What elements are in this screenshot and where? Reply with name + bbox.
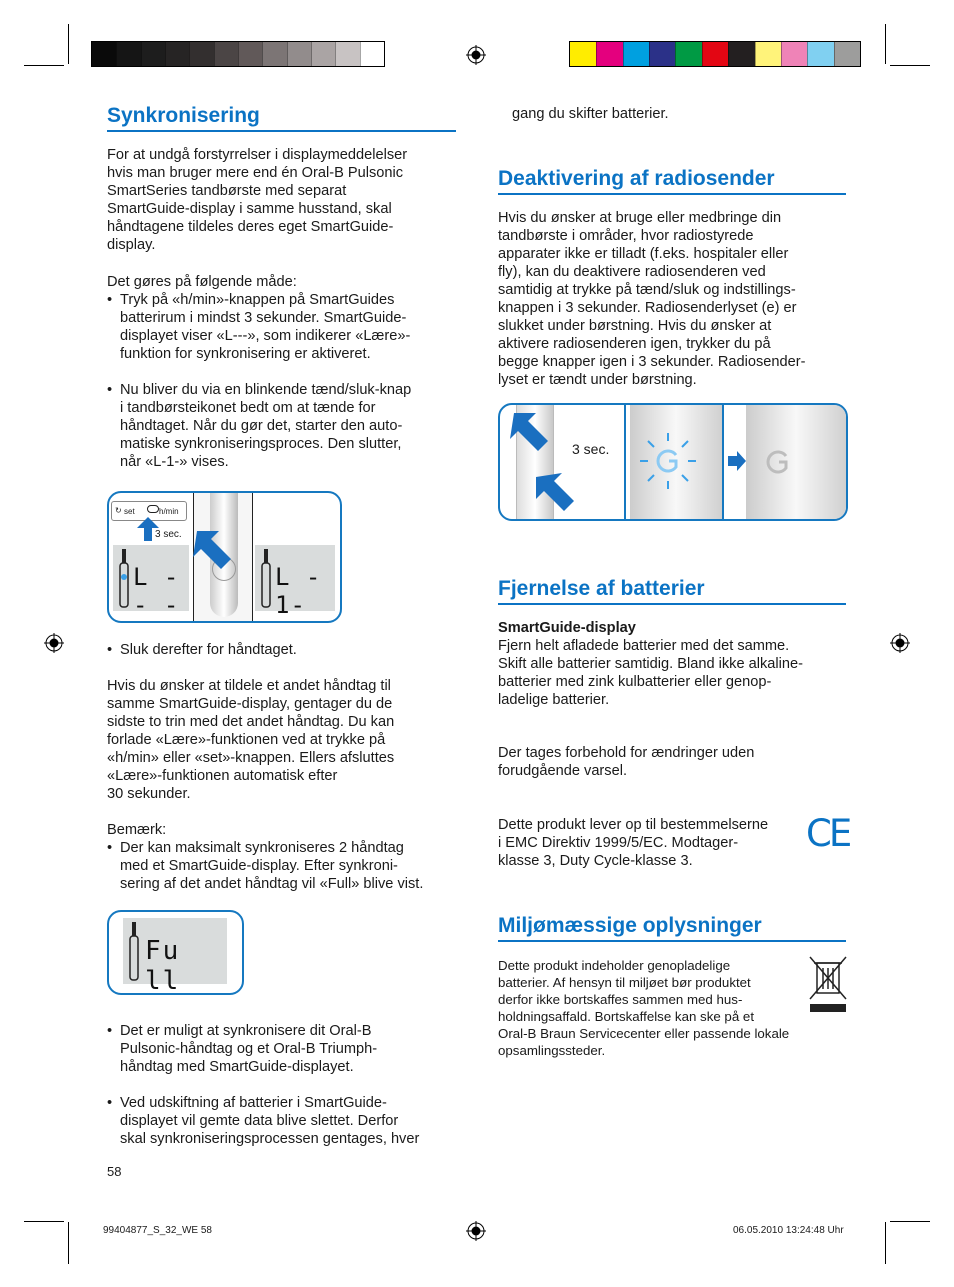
color-calibration-bar	[569, 41, 861, 67]
button-outline-icon	[147, 505, 159, 513]
crop-mark	[68, 1222, 69, 1264]
steps-intro: Det gøres på følgende måde:	[107, 274, 297, 290]
crop-mark	[24, 1221, 64, 1222]
color-swatch	[596, 42, 623, 66]
paragraph-environment	[498, 957, 838, 1059]
color-swatch	[189, 42, 214, 66]
text-line: «h/min» eller «set»-knappen. Ellers afsluttes	[107, 750, 395, 766]
print-timestamp: 06.05.2010 13:24:48 Uhr	[733, 1225, 844, 1236]
lcd-readout: L - - -	[133, 563, 180, 619]
heading-fjernelse: Fjernelse af batterier	[498, 577, 846, 605]
press-arrow-icon	[193, 531, 231, 571]
color-swatch	[623, 42, 650, 66]
list-item	[107, 1094, 459, 1148]
press-arrow-icon	[510, 413, 548, 453]
figure-full-display	[107, 910, 244, 995]
bullet-triumph	[107, 1022, 459, 1076]
text-line: Oral-B Braun Servicecenter eller passende lokale	[498, 1026, 790, 1041]
text-line: klasse 3, Duty Cycle-klasse 3.	[498, 853, 693, 869]
text-line: display.	[107, 237, 156, 253]
text-line: begge knapper igen i 3 sekunder. Radiosender-	[498, 354, 806, 370]
text-line: «Lære»-funktionen automatisk efter	[107, 768, 338, 784]
heading-synkronisering: Synkronisering	[107, 104, 456, 132]
text-line: Dette produkt lever op til bestemmelserne	[498, 817, 769, 833]
text-line: Skift alle batterier samtidig. Bland ikke alkaline-	[498, 656, 803, 672]
text-line: fly), kan du deaktivere radiosenderen ved	[498, 264, 766, 280]
color-swatch	[92, 42, 117, 66]
text-line: med et SmartGuide-display. Efter synkroni-	[120, 858, 398, 874]
crop-mark	[885, 24, 886, 64]
text-line: når «L-1-» vises.	[120, 454, 229, 470]
color-swatch	[834, 42, 861, 66]
grayscale-calibration-bar	[91, 41, 385, 67]
color-swatch	[287, 42, 312, 66]
text-line: samtidig at trykke på tænd/sluk og indstillings-	[498, 282, 796, 298]
bullet-batteries	[107, 1094, 459, 1148]
lcd-display	[113, 545, 189, 619]
text-line: • Nu bliver du via en blinkende tænd/sluk-knap	[120, 382, 412, 398]
toothbrush-icon	[117, 549, 131, 609]
set-button-label: set	[124, 507, 135, 516]
toothbrush-icon	[259, 549, 273, 609]
text-line: SmartGuide-display i samme husstand, skal	[107, 201, 392, 217]
toothbrush-icon	[127, 922, 141, 982]
color-swatch	[360, 42, 385, 66]
note-label: Bemærk:	[107, 822, 167, 838]
text-line: batterier. Af hensyn til miljøet bør produktet	[498, 975, 751, 990]
heading-miljo: Miljømæssige oplysninger	[498, 914, 846, 942]
color-swatch	[214, 42, 239, 66]
paragraph-disclaimer	[498, 744, 848, 780]
text-line: For at undgå forstyrrelser i displaymeddelelser	[107, 147, 408, 163]
color-swatch	[649, 42, 676, 66]
paragraph-emc	[498, 816, 798, 870]
text-line: funktion for synkronisering er aktiveret.	[120, 346, 371, 362]
registration-mark-icon	[466, 45, 486, 65]
text-line: samme SmartGuide-display, gentager du de	[107, 696, 393, 712]
text-line: batterirum i mindst 3 sekunder. SmartGuide-	[120, 310, 407, 326]
text-line: holdningsaffald. Bortskaffelse kan ske på et	[498, 1009, 755, 1024]
ce-mark-icon: CE	[806, 812, 850, 855]
text-line: forudgående varsel.	[498, 763, 627, 779]
radio-light-off-icon	[764, 449, 794, 475]
color-swatch	[781, 42, 808, 66]
color-swatch	[262, 42, 287, 66]
text-line: derfor ikke bortskaffes sammen med hus-	[498, 992, 743, 1007]
lcd-readout: Fu ll	[145, 936, 181, 995]
text-line: ladelige batterier.	[498, 692, 610, 708]
registration-mark-icon	[466, 1221, 486, 1241]
text-line: opsamlingssteder.	[498, 1043, 606, 1058]
color-swatch	[702, 42, 729, 66]
text-line: skal synkroniseringsprocessen gentages, hver	[120, 1131, 420, 1147]
text-line: Hvis du ønsker at bruge eller medbringe din	[498, 210, 782, 226]
text-line: Fjern helt afladede batterier med det samme.	[498, 638, 790, 654]
duration-label: 3 sec.	[155, 529, 182, 540]
list-item	[107, 381, 457, 471]
text-line: SmartSeries tandbørste med separat	[107, 183, 347, 199]
text-line: håndtag med SmartGuide-displayet.	[120, 1059, 354, 1075]
paragraph-radio	[498, 209, 848, 389]
text-line: i EMC Direktiv 1999/5/EC. Modtager-	[498, 835, 739, 851]
text-line: matiske synkroniseringsproces. Den slutter,	[120, 436, 402, 452]
text-line: gang du skifter batterier.	[512, 106, 669, 122]
text-line: • Der kan maksimalt synkroniseres 2 håndtag	[120, 840, 404, 856]
paragraph-batteries	[498, 619, 848, 709]
continued-text	[512, 105, 852, 123]
steps-block-2	[107, 381, 457, 471]
text-line: sidste to trin med det andet håndtag. Du kan	[107, 714, 395, 730]
text-line: håndtaget. Når du gør det, starter den auto-	[120, 418, 403, 434]
list-item	[107, 839, 459, 893]
text-line: Hvis du ønsker at tildele et andet håndtag til	[107, 678, 391, 694]
bullet-off	[107, 641, 457, 659]
registration-mark-icon	[44, 633, 64, 653]
color-swatch	[311, 42, 336, 66]
page-number: 58	[107, 1164, 122, 1179]
note-block	[107, 821, 459, 893]
list-item	[107, 641, 457, 659]
text-line: i tandbørsteikonet bedt om at tænde for	[120, 400, 376, 416]
crop-mark	[24, 65, 64, 66]
text-line: forlade «Lære»-funktionen ved at trykke på	[107, 732, 386, 748]
hmin-button-label: h/min	[159, 507, 179, 516]
color-swatch	[807, 42, 834, 66]
file-code: 99404877_S_32_WE 58	[103, 1225, 212, 1236]
crop-mark	[890, 1221, 930, 1222]
handle-closeup	[746, 405, 846, 519]
figure-learn-mode	[107, 491, 342, 623]
text-line: slukket under børstning. Hvis du ønsker at	[498, 318, 772, 334]
crossed-out-bin-icon	[808, 955, 848, 1013]
lcd-display	[255, 545, 335, 619]
press-arrow-icon	[536, 473, 576, 511]
color-swatch	[116, 42, 141, 66]
text-line: aktivere radiosenderen igen, trykker du på	[498, 336, 771, 352]
subheading-smartguide: SmartGuide-display	[498, 620, 636, 636]
text-line: lyset er tændt under børstning.	[498, 372, 697, 388]
color-swatch	[570, 42, 597, 66]
radio-light-on-icon	[638, 431, 698, 491]
duration-label: 3 sec.	[572, 441, 610, 457]
text-line: Pulsonic-håndtag og et Oral-B Triumph-	[120, 1041, 378, 1057]
text-line: Der tages forbehold for ændringer uden	[498, 745, 755, 761]
divider	[722, 405, 724, 519]
refresh-icon: ↻	[115, 506, 122, 515]
lcd-display	[123, 918, 227, 995]
text-line: 30 sekunder.	[107, 786, 191, 802]
text-line: • Sluk derefter for håndtaget.	[120, 642, 297, 658]
text-line: • Det er muligt at synkronisere dit Oral-B	[120, 1023, 372, 1039]
list-item	[107, 1022, 459, 1076]
text-line: batterier med zink kulbatterier eller genop-	[498, 674, 772, 690]
text-line: • Tryk på «h/min»-knappen på SmartGuides	[120, 292, 395, 308]
color-swatch	[755, 42, 782, 66]
text-line: displayet viser «L---», som indikerer «Lære»-	[120, 328, 411, 344]
text-line: Dette produkt indeholder genopladelige	[498, 958, 731, 973]
text-line: apparater ikke er tilladt (f.eks. hospitaler eller	[498, 246, 789, 262]
color-swatch	[165, 42, 190, 66]
text-line: håndtagene tildeles deres eget SmartGuide-	[107, 219, 394, 235]
arrow-right-icon	[728, 451, 746, 471]
color-swatch	[675, 42, 702, 66]
crop-mark	[890, 65, 930, 66]
heading-deaktivering: Deaktivering af radiosender	[498, 167, 846, 195]
color-swatch	[335, 42, 360, 66]
registration-mark-icon	[890, 633, 910, 653]
paragraph-second-handle	[107, 677, 457, 803]
divider	[624, 405, 626, 519]
color-swatch	[141, 42, 166, 66]
figure-radio-off	[498, 403, 848, 521]
color-swatch	[728, 42, 755, 66]
text-line: knappen i 3 sekunder. Radiosenderlyset (e) er	[498, 300, 797, 316]
crop-mark	[885, 1222, 886, 1264]
color-swatch	[238, 42, 263, 66]
steps-block	[107, 273, 457, 363]
text-line: tandbørste i områder, hvor radiostyrede	[498, 228, 754, 244]
text-line: • Ved udskiftning af batterier i SmartGuide-	[120, 1095, 387, 1111]
text-line: hvis man bruger mere end én Oral-B Pulsonic	[107, 165, 404, 181]
crop-mark	[68, 24, 69, 64]
lcd-readout: L - 1-	[275, 563, 322, 619]
text-line: displayet vil gemte data blive slettet. Derfor	[120, 1113, 399, 1129]
intro-paragraph	[107, 146, 457, 254]
list-item	[107, 291, 457, 363]
text-line: sering af det andet håndtag vil «Full» blive vist.	[120, 876, 424, 892]
